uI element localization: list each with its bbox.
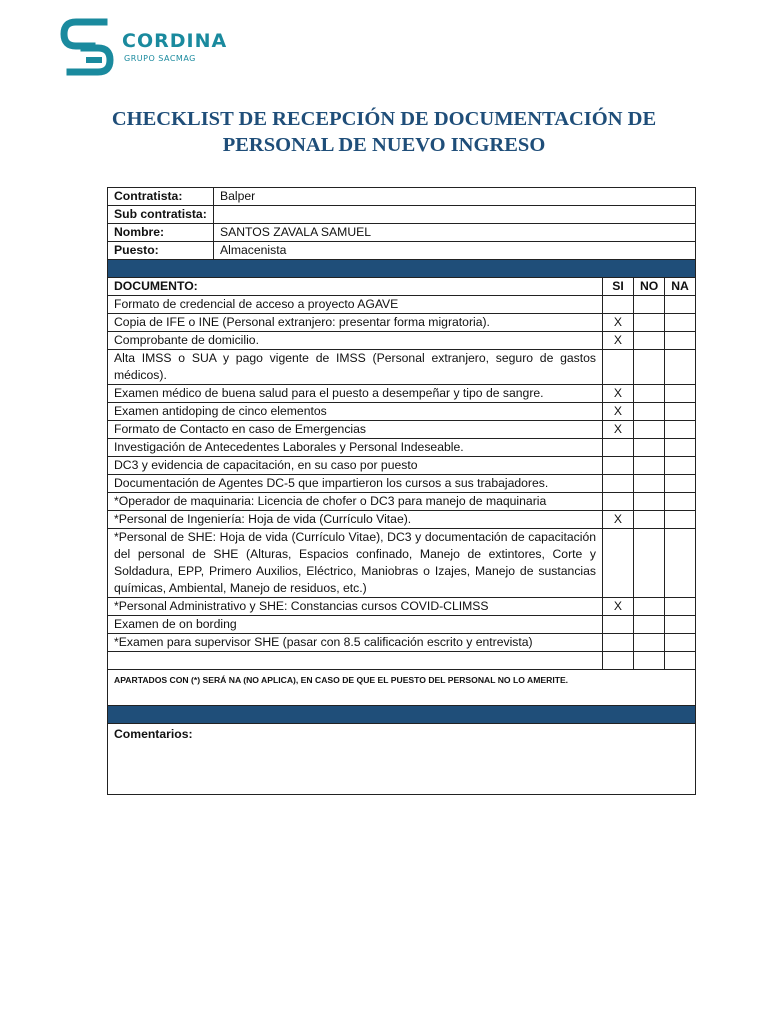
check-cell-no[interactable]: [634, 314, 665, 332]
check-cell-si[interactable]: X: [603, 598, 634, 616]
check-cell-na[interactable]: [665, 616, 696, 634]
check-cell-na[interactable]: [665, 598, 696, 616]
section-divider-bar: [108, 260, 696, 278]
check-cell-si[interactable]: [603, 634, 634, 652]
info-row-subcontratista: [108, 206, 696, 224]
check-cell-si[interactable]: [603, 475, 634, 493]
document-name: *Personal de Ingeniería: Hoja de vida (Currículo Vitae).: [108, 511, 603, 529]
document-row: [108, 296, 696, 314]
document-row: [108, 493, 696, 511]
cordina-logo-icon: [56, 16, 118, 78]
info-label: Contratista:: [108, 188, 214, 206]
document-name: Alta IMSS o SUA y pago vigente de IMSS (Personal extranjero, seguro de gastos médicos).: [108, 350, 603, 385]
document-row: [108, 332, 696, 350]
check-cell-no[interactable]: [634, 652, 665, 670]
column-header-na: NA: [665, 278, 696, 296]
check-cell-na[interactable]: [665, 385, 696, 403]
document-name: Examen médico de buena salud para el puesto a desempeñar y tipo de sangre.: [108, 385, 603, 403]
check-cell-na[interactable]: [665, 439, 696, 457]
info-row-nombre: [108, 224, 696, 242]
title-line-2: PERSONAL DE NUEVO INGRESO: [222, 134, 546, 156]
check-cell-no[interactable]: [634, 457, 665, 475]
info-value: Balper: [214, 188, 696, 206]
document-row: [108, 511, 696, 529]
check-cell-no[interactable]: [634, 350, 665, 385]
check-cell-no[interactable]: [634, 332, 665, 350]
document-name: Formato de Contacto en caso de Emergencias: [108, 421, 603, 439]
document-row: [108, 652, 696, 670]
column-header-no: NO: [634, 278, 665, 296]
logo-subtitle: GRUPO SACMAG: [124, 54, 196, 63]
document-name: Formato de credencial de acceso a proyecto AGAVE: [108, 296, 603, 314]
check-cell-no[interactable]: [634, 529, 665, 598]
info-row-puesto: [108, 242, 696, 260]
check-cell-no[interactable]: [634, 616, 665, 634]
check-cell-si[interactable]: [603, 439, 634, 457]
check-cell-na[interactable]: [665, 529, 696, 598]
check-cell-na[interactable]: [665, 511, 696, 529]
check-cell-si[interactable]: X: [603, 385, 634, 403]
check-cell-no[interactable]: [634, 403, 665, 421]
document-row: [108, 598, 696, 616]
check-cell-no[interactable]: [634, 493, 665, 511]
check-cell-na[interactable]: [665, 296, 696, 314]
document-name: *Personal Administrativo y SHE: Constancias cursos COVID-CLIMSS: [108, 598, 603, 616]
document-name: *Operador de maquinaria: Licencia de chofer o DC3 para manejo de maquinaria: [108, 493, 603, 511]
document-row: [108, 475, 696, 493]
check-cell-si[interactable]: [603, 493, 634, 511]
check-cell-na[interactable]: [665, 314, 696, 332]
document-name: Examen antidoping de cinco elementos: [108, 403, 603, 421]
page-title: [90, 106, 678, 158]
info-value: Almacenista: [214, 242, 696, 260]
document-name: [108, 652, 603, 670]
document-row: [108, 385, 696, 403]
check-cell-na[interactable]: [665, 634, 696, 652]
check-cell-no[interactable]: [634, 511, 665, 529]
check-cell-si[interactable]: [603, 652, 634, 670]
info-label: Nombre:: [108, 224, 214, 242]
logo-brand: CORDINA: [122, 30, 228, 52]
document-name: Documentación de Agentes DC-5 que impartieron los cursos a sus trabajadores.: [108, 475, 603, 493]
document-name: Investigación de Antecedentes Laborales y Personal Indeseable.: [108, 439, 603, 457]
company-logo: [56, 16, 236, 80]
document-row: [108, 421, 696, 439]
note-row: [108, 670, 696, 706]
check-cell-na[interactable]: [665, 493, 696, 511]
column-header-si: SI: [603, 278, 634, 296]
check-cell-si[interactable]: [603, 296, 634, 314]
check-cell-na[interactable]: [665, 332, 696, 350]
check-cell-na[interactable]: [665, 350, 696, 385]
document-name: *Personal de SHE: Hoja de vida (Currículo Vitae), DC3 y documentación de capacitación del personal de SHE (Alturas, Espacios confinado, Manejo de extintores, Corte y Soldadura, EPP, Primero Auxilios, Eléctrico, Maniobras o Izajes, Manejo de sustancias químicas, Ambiental, Manejo de residuos, etc.): [108, 529, 603, 598]
note-text: APARTADOS CON (*) SERÁ NA (NO APLICA), EN CASO DE QUE EL PUESTO DEL PERSONAL NO LO AMERITE.: [108, 670, 696, 706]
check-cell-si[interactable]: X: [603, 332, 634, 350]
check-cell-si[interactable]: X: [603, 421, 634, 439]
check-cell-no[interactable]: [634, 475, 665, 493]
check-cell-no[interactable]: [634, 634, 665, 652]
check-cell-no[interactable]: [634, 439, 665, 457]
check-cell-si[interactable]: X: [603, 403, 634, 421]
document-row: [108, 403, 696, 421]
info-label: Sub contratista:: [108, 206, 214, 224]
info-value: SANTOS ZAVALA SAMUEL: [214, 224, 696, 242]
check-cell-si[interactable]: [603, 457, 634, 475]
document-row: [108, 616, 696, 634]
check-cell-no[interactable]: [634, 598, 665, 616]
document-row: [108, 634, 696, 652]
document-name: Copia de IFE o INE (Personal extranjero: presentar forma migratoria).: [108, 314, 603, 332]
document-name: *Examen para supervisor SHE (pasar con 8.5 calificación escrito y entrevista): [108, 634, 603, 652]
document-row: [108, 529, 696, 598]
check-cell-no[interactable]: [634, 421, 665, 439]
column-header-row: [108, 278, 696, 296]
title-line-1: CHECKLIST DE RECEPCIÓN DE DOCUMENTACIÓN DE: [111, 108, 657, 130]
section-divider-bar: [108, 706, 696, 724]
check-cell-no[interactable]: [634, 385, 665, 403]
check-cell-na[interactable]: [665, 403, 696, 421]
column-header-documento: DOCUMENTO:: [108, 278, 603, 296]
comments-row: [108, 724, 696, 795]
document-row: [108, 350, 696, 385]
check-cell-si[interactable]: X: [603, 314, 634, 332]
check-cell-no[interactable]: [634, 296, 665, 314]
document-row: [108, 314, 696, 332]
check-cell-na[interactable]: [665, 475, 696, 493]
check-cell-si[interactable]: [603, 350, 634, 385]
info-value: [214, 206, 696, 224]
comments-field[interactable]: Comentarios:: [108, 724, 696, 795]
check-cell-si[interactable]: [603, 529, 634, 598]
check-cell-na[interactable]: [665, 457, 696, 475]
document-name: Examen de on bording: [108, 616, 603, 634]
info-label: Puesto:: [108, 242, 214, 260]
check-cell-na[interactable]: [665, 652, 696, 670]
document-name: Comprobante de domicilio.: [108, 332, 603, 350]
check-cell-si[interactable]: X: [603, 511, 634, 529]
document-name: DC3 y evidencia de capacitación, en su caso por puesto: [108, 457, 603, 475]
check-cell-na[interactable]: [665, 421, 696, 439]
document-row: [108, 457, 696, 475]
check-cell-si[interactable]: [603, 616, 634, 634]
info-row-contratista: [108, 188, 696, 206]
document-row: [108, 439, 696, 457]
checklist-table: [107, 187, 696, 795]
